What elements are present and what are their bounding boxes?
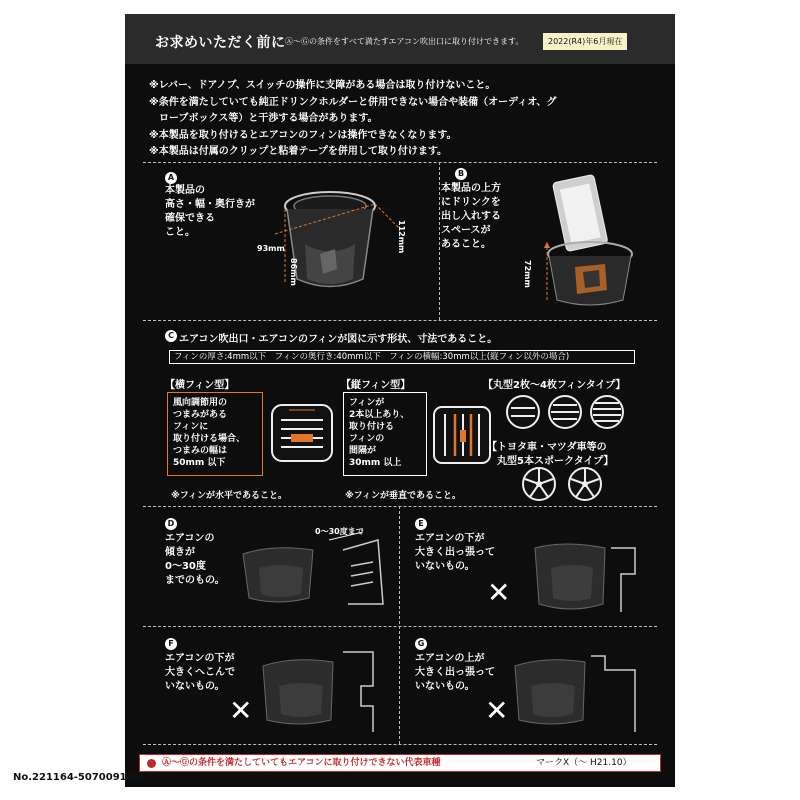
tilted-vent-illustration (233, 534, 393, 614)
divider (143, 320, 657, 321)
x-mark-icon: ✕ (229, 694, 253, 727)
panel-f-letter: F (165, 638, 177, 650)
divider (439, 162, 440, 320)
bad-fit-illustration-f (253, 646, 393, 736)
bad-fit-illustration-g (505, 646, 645, 736)
x-mark-icon: ✕ (485, 694, 509, 727)
panel-g-text: エアコンの上が 大きく出っ張って いないもの。 (415, 653, 495, 692)
note-item: ※条件を満たしていても純正ドリンクホルダーと併用できない場合や装備（オーディオ、グ (149, 96, 557, 108)
spoke-vent-diagrams (521, 466, 611, 502)
round-fin-diagrams (505, 394, 629, 434)
dim-clearance: 72mm (523, 260, 532, 288)
round-fin-label: 【丸型2枚～4枚フィンタイプ】 (483, 380, 626, 391)
product-code: No.221164-50700915A (13, 772, 142, 783)
header-description: Ⓐ～Ⓖの条件をすべて満たすエアコン吹出口に取り付けできます。 (285, 37, 524, 46)
panel-b-text: 本製品の上方 にドリンクを 出し入れする スペースが あること。 (441, 183, 501, 250)
panel-g-letter: G (415, 638, 427, 650)
drink-can-illustration (535, 172, 645, 312)
vertical-fin-diagram (433, 406, 491, 464)
header-title: お求めいただく前に (155, 35, 286, 51)
dim-width: 93mm (257, 244, 285, 253)
note-item: ※レバー、ドアノブ、スイッチの操作に支障がある場合は取り付けないこと。 (149, 80, 496, 91)
date-badge: 2022(R4)年6月現在 (543, 33, 627, 50)
tilt-angle-label: 0～30度まで (315, 527, 364, 536)
divider (399, 506, 400, 744)
panel-f-text: エアコンの下が 大きくへこんで いないもの。 (165, 653, 235, 692)
header-bar (125, 14, 675, 64)
panel-b-letter: B (455, 168, 467, 180)
panel-a-text: 本製品の 高さ・幅・奥行きが 確保できる こと。 (165, 185, 255, 238)
horizontal-fin-label: 【横フィン型】 (165, 380, 235, 391)
panel-e-letter: E (415, 518, 427, 530)
note-item: ※本製品を取り付けるとエアコンのフィンは操作できなくなります。 (149, 129, 457, 141)
horizontal-fin-box: 風向調節用の つまみがある フィンに 取り付ける場合、 つまみの幅は 50mm 以下 (167, 392, 263, 476)
notes-list (149, 78, 556, 161)
panel-d-letter: D (165, 518, 177, 530)
panel-d-text: エアコンの 傾きが 0～30度 までのもの。 (165, 533, 225, 586)
dim-depth: 112mm (397, 220, 406, 254)
panel-a-letter: A (165, 172, 177, 184)
x-mark-icon: ✕ (487, 576, 511, 609)
note-item: ※本製品は付属のクリップと粘着テープを併用して取り付けます。 (149, 146, 448, 157)
vertical-fin-label: 【縦フィン型】 (341, 380, 411, 391)
panel-c-letter: C (165, 330, 177, 342)
fin-spec-box: フィンの厚さ:4mm以下 フィンの奥行き:40mm以下 フィンの横幅:30mm以上(縦フィン以外の場合) (169, 350, 635, 364)
dim-height: 86mm (289, 258, 298, 286)
divider (143, 506, 657, 507)
horizontal-fin-diagram (271, 404, 333, 466)
spoke-type-label-2: 丸型5本スポークタイプ】 (497, 456, 614, 467)
drink-holder-illustration (275, 184, 405, 304)
vertical-fin-box: フィンが 2本以上あり、 取り付ける フィンの 間隔が 30mm 以上 (343, 392, 427, 476)
incompatible-vehicle-bar (139, 754, 661, 772)
panel-c-title: エアコン吹出口・エアコンのフィンが図に示す形状、寸法であること。 (179, 334, 498, 345)
panel-e-text: エアコンの下が 大きく出っ張って いないもの。 (415, 533, 495, 572)
divider (143, 626, 657, 627)
spoke-type-label-1: 【トヨタ車・マツダ車等の (487, 442, 607, 453)
vertical-fin-note: ※フィンが垂直であること。 (345, 491, 462, 501)
incompatible-vehicle-model: マークⅩ（～ H21.10） (536, 758, 632, 768)
note-item: ローブボックス等）と干渉する場合があります。 (149, 113, 378, 124)
instruction-card (125, 14, 675, 787)
warning-dot-icon (147, 759, 156, 768)
horizontal-fin-note: ※フィンが水平であること。 (171, 491, 288, 501)
incompatible-vehicle-warning: Ⓐ～Ⓖの条件を満たしていてもエアコンに取り付けできない代表車種 (162, 758, 441, 768)
divider (143, 744, 657, 745)
divider (143, 162, 657, 163)
